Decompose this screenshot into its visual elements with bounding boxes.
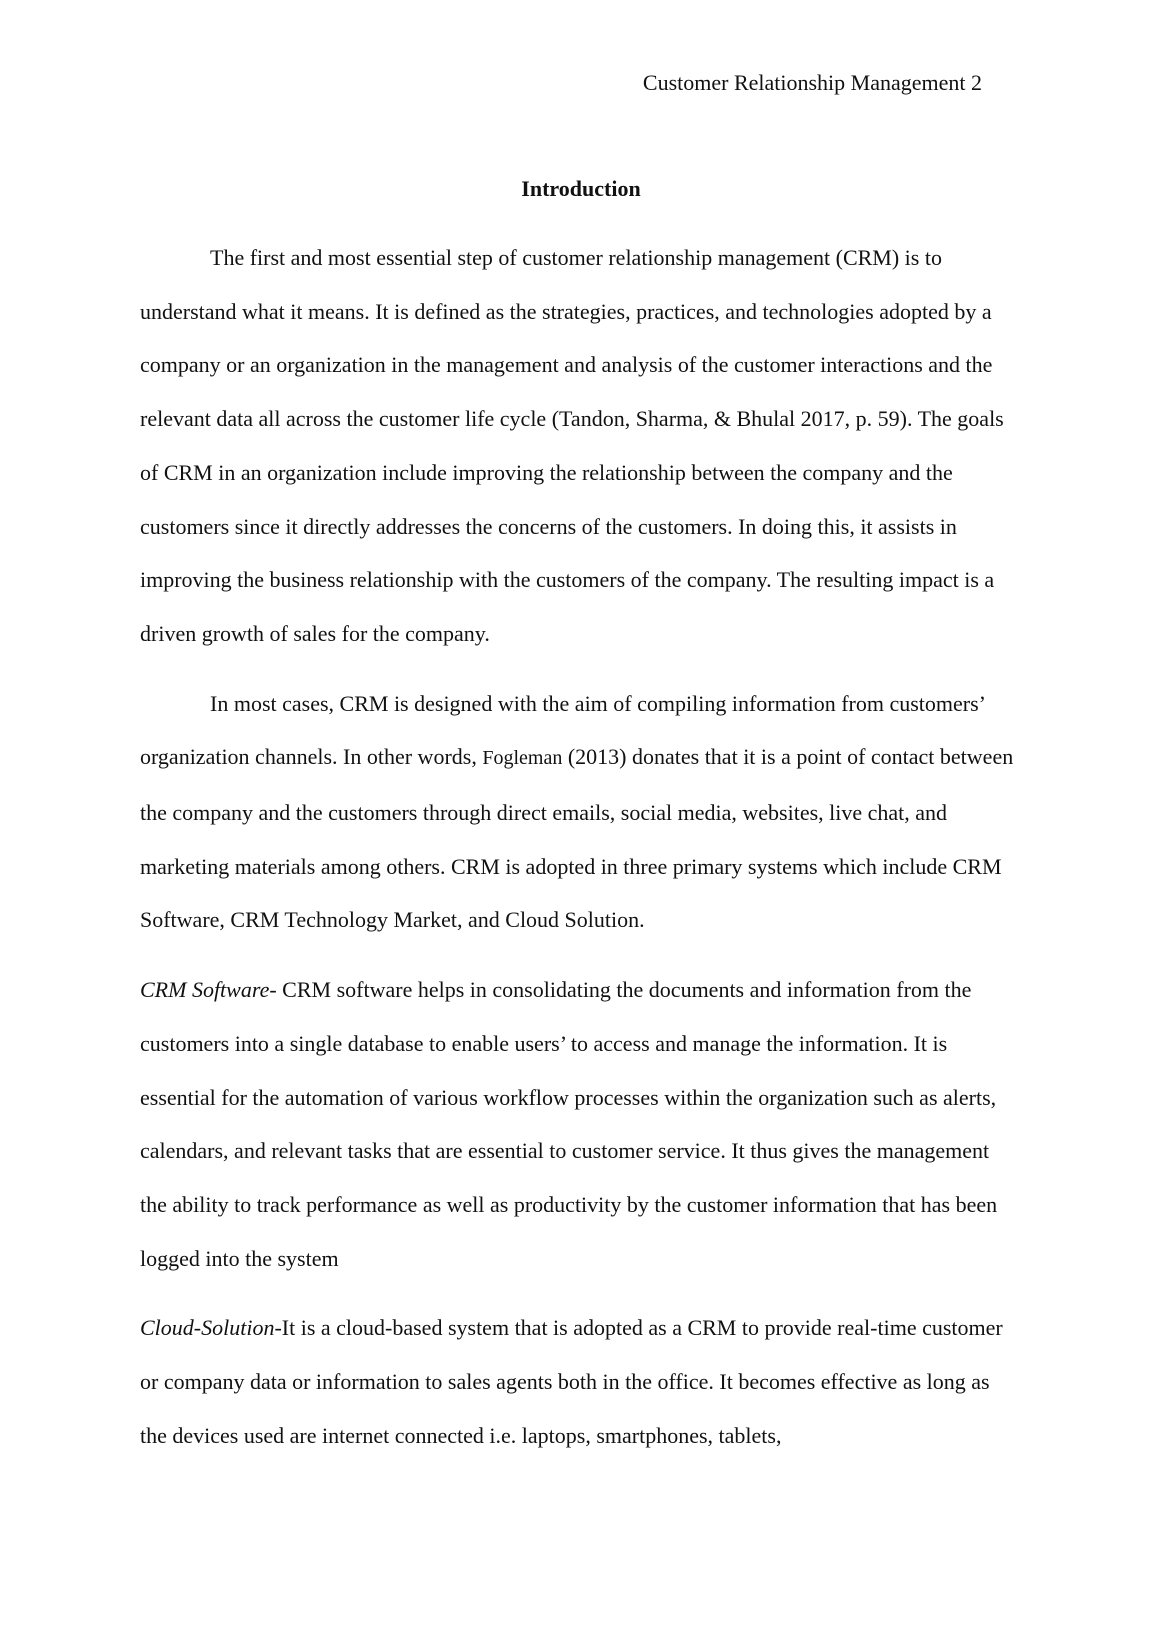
term-crm-software: CRM Software: [140, 977, 270, 1003]
paragraph-cloud-solution: [140, 1301, 1020, 1462]
section-heading: Introduction: [521, 176, 641, 201]
running-head: Customer Relationship Management 2: [642, 70, 982, 95]
paragraph-channels-text-start: In most cases, CRM is designed with the aim of compiling information from customers’ organization channels. In other words,: [140, 690, 985, 770]
citation-author: Fogleman: [482, 747, 563, 770]
paragraph-crm-software: [140, 963, 1020, 1285]
paragraph-channels: [140, 677, 1020, 948]
paragraph-cloud-solution-text: -It is a cloud-based system that is adopted as a CRM to provide real-time customer or company data or information to sales agents both in the office. It becomes effective as long as the devices used are internet connected i.e. laptops, smartphones, tablets,: [140, 1315, 1003, 1448]
paragraph-channels-text-end: (2013) donates that it is a point of contact between the company and the customers through direct emails, social media, websites, live chat, and marketing materials among others. CRM is adopted in three primary systems which include CRM Software, CRM Technology Market, and Cloud Solution.: [140, 744, 1014, 933]
term-cloud-solution: Cloud-Solution: [140, 1315, 275, 1341]
paragraph-crm-software-text: - CRM software helps in consolidating the documents and information from the customers into a single database to enable users’ to access and manage the information. It is essential for the automation of various workflow processes within the organization such as alerts, calendars, and relevant tasks that are essential to customer service. It thus gives the management the ability to track performance as well as productivity by the customer information that has been logged into the system: [140, 977, 998, 1271]
document-body: [140, 173, 1020, 1478]
paragraph-intro: [140, 231, 1020, 661]
paragraph-intro-text: The first and most essential step of customer relationship management (CRM) is to understand what it means. It is defined as the strategies, practices, and technologies adopted by a company or an organization in the management and analysis of the customer interactions and the relevant data all across the customer life cycle (Tandon, Sharma, & Bhulal 2017, p. 59). The goals of CRM in an organization include improving the relationship between the company and the customers since it directly addresses the concerns of the customers. In doing this, it assists in improving the business relationship with the customers of the company. The resulting impact is a driven growth of sales for the company.: [140, 245, 1004, 646]
